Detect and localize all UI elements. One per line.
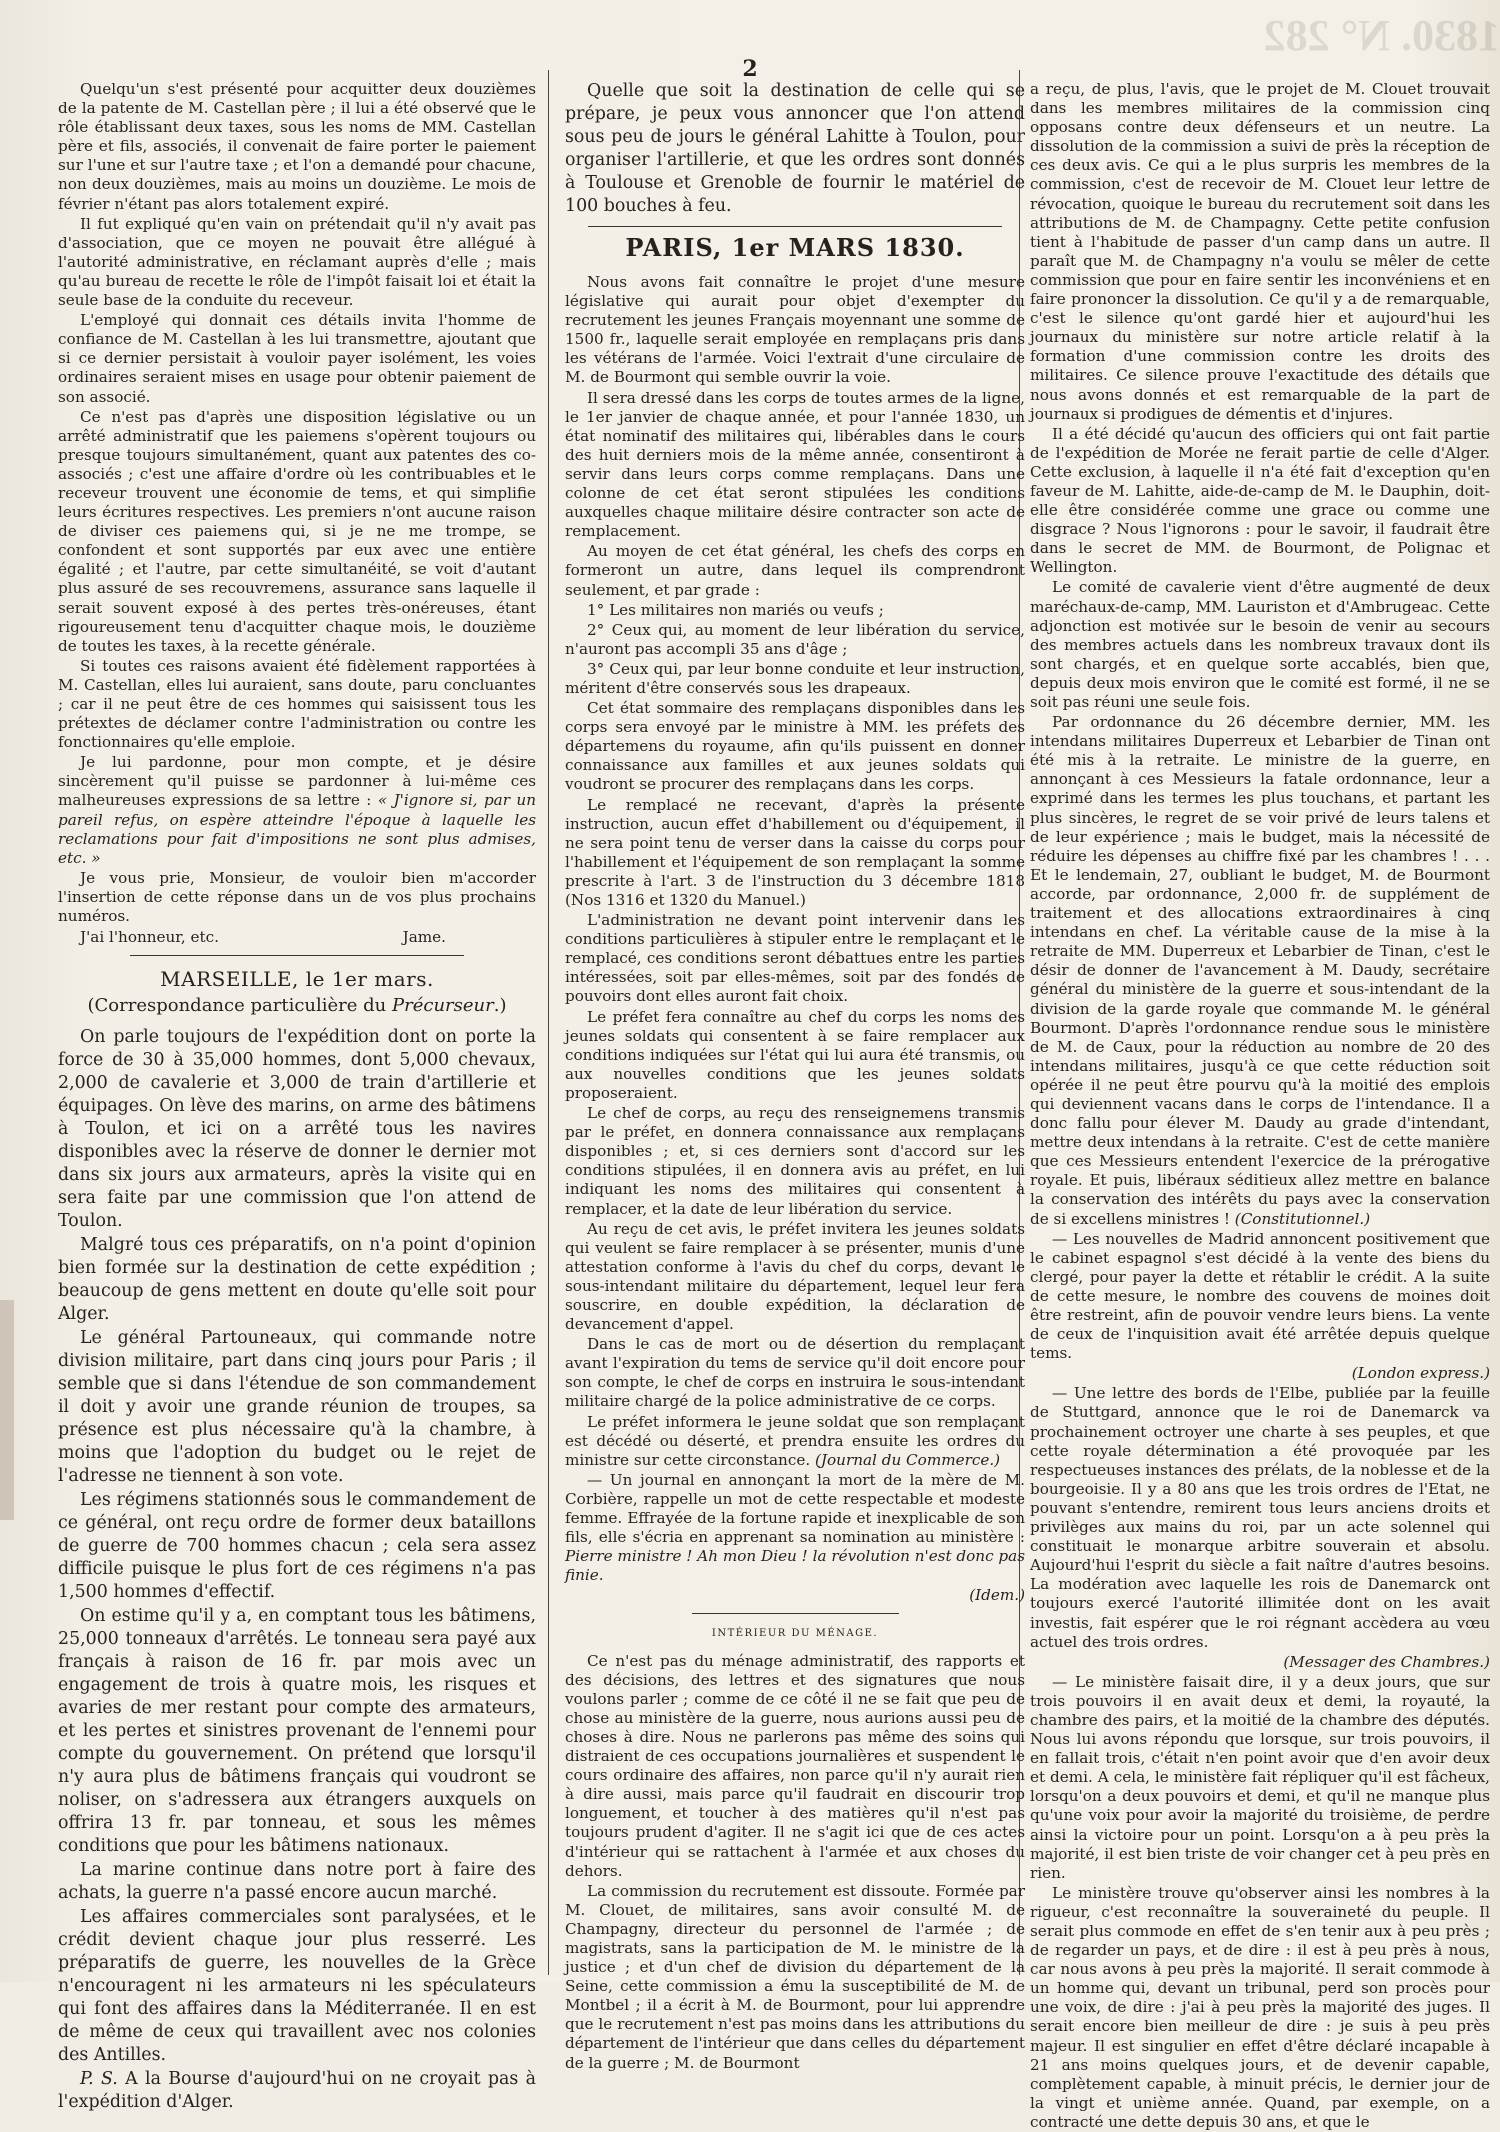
- paragraph: Au reçu de cet avis, le préfet invitera les jeunes soldats qui veulent se faire remplacer à se présenter, munis d'une attestation conforme à l'avis du chef du corps, devant le sous-intendant militaire du département, lequel leur fera souscrire, en double expédition, la déclaration de devancement d'appel.: [565, 1219, 1025, 1334]
- paragraph: — Les nouvelles de Madrid annoncent positivement que le cabinet espagnol s'est décidé à la vente des biens du clergé, pour payer la dette et rétablir le crédit. A la suite de cette mesure, le nombre des couvens de moines doit être restreint, afin de pouvoir vendre leurs biens. La vente de ceux de l'inquisition avait été arrêtée depuis quelque tems.: [1030, 1229, 1490, 1363]
- paragraph: Malgré tous ces préparatifs, on n'a point d'opinion bien formée sur la destination de cette expédition ; beaucoup de gens mettent en doute qu'elle soit pour Alger.: [58, 1235, 536, 1325]
- marseille-continued: [565, 80, 1025, 218]
- paragraph-text: — Un journal en annonçant la mort de la mère de M. Corbière, rappelle un mot de cette respectable et modeste femme. Effrayée de la fortune rapide et inexplicable de son fils, elle s'écria en apprenant sa nomination au ministère :: [565, 1470, 1025, 1547]
- journal-name: Précurseur: [392, 995, 494, 1017]
- list-item: 1° Les militaires non mariés ou veufs ;: [587, 600, 884, 619]
- column-rule-left: [548, 70, 549, 1975]
- list-item: 2° Ceux qui, au moment de leur libération du service, n'auront pas accompli 35 ans d'âge ;: [565, 620, 1025, 658]
- paragraph: Le chef de corps, au reçu des renseignemens transmis par le préfet, en donnera connaissance aux remplaçans disponibles ; et, si ces derniers sont d'accord sur les conditions stipulées, il en donnera avis au préfet, en lui indiquant les noms des militaires qui consentent à remplacer, et la date de leur libération du service.: [565, 1104, 1025, 1218]
- postscript: [58, 2068, 536, 2114]
- paragraph: L'administration ne devant point intervenir dans les conditions particulières à stipuler entre le remplaçant et le remplacé, ces conditions seront débattues entre les parties intéressées, soit par elles-mêmes, soit par des fondés de pouvoirs dont elles auront fait choix.: [565, 911, 1025, 1006]
- paragraph: Il sera dressé dans les corps de toutes armes de la ligne, le 1er janvier de chaque année, et pour l'année 1830, un état nominatif des militaires qui, libérables dans le cours des huit derniers mois de la même année, consentiront à servir dans leurs corps comme remplaçans. Dans une colonne de cet état seront stipulées les conditions auxquelles chaque militaire désire contracter son acte de remplacement.: [565, 388, 1025, 541]
- list-item: 3° Ceux qui, par leur bonne conduite et leur instruction, méritent d'être conservés sous les drapeaux.: [565, 659, 1025, 697]
- subheading-suffix: .): [493, 995, 507, 1017]
- paragraph: [1030, 713, 1490, 1229]
- closing-text: J'ai l'honneur, etc.: [80, 928, 219, 947]
- source-citation: (Journal du Commerce.): [815, 1450, 1001, 1469]
- source-citation: (Idem.): [969, 1586, 1025, 1605]
- paris-heading: PARIS, 1er MARS 1830.: [625, 233, 965, 262]
- source-citation: (Messager des Chambres.): [1283, 1652, 1490, 1671]
- paragraph-text: Je lui pardonne, pour mon compte, et je désire sincèrement qu'il puisse se pardonner à lui-même ces malheureuses expressions de sa lettre :: [58, 753, 536, 810]
- paragraph: Je vous prie, Monsieur, de vouloir bien m'accorder l'insertion de cette réponse dans un de vos plus prochains numéros.: [58, 868, 536, 926]
- ps-text: A la Bourse d'aujourd'hui on ne croyait pas à l'expédition d'Alger.: [58, 2069, 536, 2113]
- section-divider: [588, 226, 1002, 227]
- paragraph: Quelqu'un s'est présenté pour acquitter deux douzièmes de la patente de M. Castellan père ; il lui a été observé que le rôle établissant deux taxes, sous les noms de MM. Castellan père et fils, associés, il convenait de faire porter le paiement sur l'une et sur l'autre taxe ; et l'on a demandé pour chacune, non deux douzièmes, mais au moins un douzième. Le mois de février n'étant pas alors totalement expiré.: [58, 80, 536, 213]
- paragraph: Ce n'est pas d'après une disposition législative ou un arrêté administratif que les paiemens s'opèrent toujours ou presque toujours simultanément, quant aux patentes des co-associés ; c'est une affaire d'ordre où les contribuables et le receveur trouvent une économie de tems, et qui simplifie leurs écritures respectives. Les premiers n'ont aucune raison de diviser ces paiemens qui, si je ne me trompe, se confondent et sont supportés par eux avec une entière égalité ; et l'autre, par cette simultanéité, se voit d'autant plus assuré de ses recouvremens, assurance sans laquelle il serait souvent exposé à des pertes très-onéreuses, étant rigoureusement tenu d'acquitter chaque mois, le douzième de toutes les taxes, à la recette générale.: [58, 407, 536, 655]
- binding-shadow: [0, 1300, 14, 1520]
- letter-quote: « J'ignore si, par un pareil refus, on espère atteindre l'époque à laquelle les reclamations pour fait d'impositions ne sont plus admises, etc. »: [58, 791, 537, 867]
- bleed-through-masthead: 1830. N° 282: [1263, 11, 1500, 60]
- quotation: Pierre ministre ! Ah mon Dieu ! la révolution n'est donc pas finie.: [565, 1547, 1025, 1585]
- paragraph-text: Par ordonnance du 26 décembre dernier, MM. les intendans militaires Duperreux et Lebarbier de Tinan ont été mis à la retraite. Le ministre de la guerre, en annonçant à ces Messieurs la fatale ordonnance, leur a exprimé dans les termes les plus touchans, et partant les plus sincères, le regret de se voir privé de leurs talens et de leur expérience ; mais le budget, mais la nécessité de réduire les dépenses au chiffre fixé par les chambres ! . . . Et le lendemain, 27, oubliant le budget, M. de Bourmont accorde, par ordonnance, 2,000 fr. de supplément de traitement et des allocations extraordinaires à cinq intendans en chef. La véritable cause de la mise à la retraite de MM. Duperreux et Lebarbier de Tinan, c'est le désir de donner de l'avancement à M. Daudy, secrétaire général du ministère de la guerre et sous-intendant de la division de la garde royale que commande M. le général Bourmont. D'après l'ordonnance rendue sous le ministère de M. de Caux, pour la réduction au nombre de 20 des intendans militaires, jusqu'à ce que cette réduction soit opérée il ne peut être pourvu qu'à la moitié des emplois qui deviennent vacans dans le corps de l'intendance. Il a donc fallu pour élever M. Daudy au grade d'intendant, mettre deux intendans à la retraite. C'est de cette manière que ces Messieurs entendent l'exercice de la prérogative royale. Et puis, libéraux séditieux allez mettre en balance la conservation des intérêts du pays avec la conservation de si excellens ministres !: [1030, 713, 1490, 1228]
- paragraph: [565, 1471, 1025, 1586]
- rubric-heading: INTÉRIEUR DU MÉNAGE.: [711, 1628, 879, 1640]
- paragraph-text: Le préfet informera le jeune soldat que son remplaçant est décédé ou déserté, et prendra ensuite les ordres du ministre sur cette circonstance.: [565, 1412, 1025, 1469]
- marseille-correspondence: [58, 1026, 536, 2114]
- paragraph: La marine continue dans notre port à faire des achats, la guerre n'a passé encore aucun marché.: [58, 1860, 536, 1904]
- paragraph: — Une lettre des bords de l'Elbe, publiée par la feuille de Stuttgard, annonce que le roi de Danemarck va prochainement octroyer une charte à ses peuples, et que cette royale détermination a été provoquée par les respectueuses instances des prélats, de la noblesse et de la bourgeoisie. Il y a 80 ans que les trois ordres de l'Etat, ne pouvant s'entendre, remirent tous leurs anciens droits et privilèges aux mains du roi, par un acte solennel qui constituait le monarque arbitre souverain et absolu. Aujourd'hui l'esprit du siècle a fait naître d'autres besoins. La modération avec laquelle les rois de Danemarck ont toujours exercé l'autorité illimitée dont on les avait investis, fait espérer que le roi régnant accèdera au vœu actuel des trois ordres.: [1030, 1384, 1490, 1651]
- source-citation: (London express.): [1351, 1364, 1490, 1383]
- paragraph: Il a été décidé qu'aucun des officiers qui ont fait partie de l'expédition de Morée ne ferait partie de celle d'Alger. Cette exclusion, à laquelle il n'a été fait d'exception qu'en faveur de M. Lahitte, aide-de-camp de M. le Dauphin, doit-elle être considérée comme une grace ou comme une disgrace ? Nous l'ignorons : pour le savoir, il faudrait être dans le secret de MM. de Bourmont, de Polignac et Wellington.: [1030, 424, 1490, 577]
- paragraph: Le ministère trouve qu'observer ainsi les nombres à la rigueur, c'est reconnaître la souveraineté du peuple. Il serait plus commode en effet de s'en tenir aux à peu près ; de regarder un pays, et de dire : il est à peu près à nous, car nous avons à peu près la majorité. Il serait commode à un homme qui, devant un tribunal, perd son procès pour une voix, de dire : j'ai à peu près la majorité des juges. Il serait encore bien meilleur de dire : je suis à peu près majeur. Il est singulier en effet d'être déclaré incapable à 21 ans moins quelques jours, et de devenir capable, complètement capable, à minuit précis, le dernier jour de la vingt et unième année. Quand, par exemple, on a contracté une dette depuis 30 ans, et que le: [1030, 1883, 1490, 2131]
- paragraph: Il fut expliqué qu'en vain on prétendait qu'il n'y avait pas d'association, que ce moyen ne pouvait être allégué à l'autorité administrative, en réclamant auprès d'elle ; mais qu'au bureau de recette le rôle de l'impôt faisait loi et était la seule base de la conduite du receveur.: [58, 214, 536, 310]
- paragraph: Les affaires commerciales sont paralysées, et le crédit devient chaque jour plus resserré. Les préparatifs de guerre, les nouvelles de la Grèce n'encouragent ni les armateurs ni les spéculateurs qui font des affaires dans la Méditerranée. Il en est de même de ceux qui travaillent avec nos colonies des Antilles.: [58, 1907, 536, 2066]
- section-divider: [130, 955, 465, 956]
- paragraph: Dans le cas de mort ou de désertion du remplaçant avant l'expiration du tems de service qu'il doit encore pour son compte, le chef de corps en instruira le sous-intendant militaire chargé de la police administrative de ce corps.: [565, 1335, 1025, 1411]
- section-divider: [692, 1613, 899, 1614]
- paragraph: [58, 753, 536, 868]
- paragraph: On parle toujours de l'expédition dont on porte la force de 30 à 35,000 hommes, dont 5,000 chevaux, 2,000 de cavalerie et 3,000 de train d'artillerie et équipages. On lève des marins, on arme des bâtimens à Toulon, et ici on a arrêté tous les navires disponibles avec la réserve de donner le dernier mot dans six jours aux armateurs, après la visite qui en sera faite par une commission que l'on attend de Toulon.: [58, 1027, 536, 1232]
- ps-label: P. S.: [80, 2069, 118, 2090]
- column-left: [58, 80, 537, 2113]
- letter-closing: [58, 928, 536, 947]
- paragraph: Quelle que soit la destination de celle qui se prépare, je peux vous annoncer que l'on attend sous peu de jours le général Lahitte à Toulon, pour organiser l'artillerie, et que les ordres sont donnés à Toulouse et Grenoble de fournir le matériel de 100 bouches à feu.: [565, 81, 1025, 216]
- paragraph: Au moyen de cet état général, les chefs des corps en formeront un autre, dans lequel ils comprendront seulement, et par grade :: [565, 542, 1025, 599]
- paragraph: Cet état sommaire des remplaçans disponibles dans les corps sera envoyé par le ministre à MM. les préfets des départemens du royaume, afin qu'ils puissent en donner connaissance aux familles et aux jeunes soldats qui voudront se procurer des remplaçans dans les corps.: [565, 699, 1025, 794]
- subheading-prefix: (Correspondance particulière du: [87, 995, 387, 1017]
- paragraph: Le préfet fera connaître au chef du corps les noms des jeunes soldats qui consentent à se faire remplacer aux conditions indiquées sur l'état qui lui aura été transmis, ou aux nouvelles conditions que les jeunes soldats proposeraient.: [565, 1007, 1025, 1102]
- paragraph: [565, 1413, 1025, 1470]
- paragraph: Les régimens stationnés sous le commandement de ce général, ont reçu ordre de former deux bataillons de guerre de 700 hommes chacun ; cela sera assez difficile puisque le plus fort de ces régimens n'a pas 1,500 hommes d'effectif.: [58, 1490, 536, 1603]
- column-middle: [565, 80, 1025, 2072]
- paragraph: La commission du recrutement est dissoute. Formée par M. Clouet, de militaires, sans avoir consulté M. de Champagny, directeur du personnel de l'armée ; de magistrats, sans la participation de M. le ministre de la justice ; et d'un chef de division du département de la Seine, cette commission a ému la susceptibilité de M. de Montbel ; il a écrit à M. de Bourmont, pour lui apprendre que le recrutement n'est pas moins dans les attributions du département de l'intérieur que dans celles du département de la guerre ; M. de Bourmont: [565, 1881, 1025, 2072]
- paragraph: Nous avons fait connaître le projet d'une mesure législative qui aurait pour objet d'exempter du recrutement les jeunes Français moyennant une somme de 1500 fr., laquelle serait employée en remplaçans pris dans les vétérans de l'armée. Voici l'extrait d'une circulaire de M. de Bourmont qui semble ouvrir la voie.: [565, 273, 1025, 387]
- letter-signature: Jame.: [402, 928, 446, 947]
- paragraph: Si toutes ces raisons avaient été fidèlement rapportées à M. Castellan, elles lui auraient, sans doute, paru concluantes ; car il ne peut être de ces hommes qui saisissent tous les prétextes de déclamer contre l'administration ou contre les fonctionnaires qu'elle emploie.: [58, 656, 536, 752]
- paragraph: a reçu, de plus, l'avis, que le projet de M. Clouet trouvait dans les membres militaires de la commission cinq opposans contre deux défenseurs et un neutre. La dissolution de la commission a suivi de près la réception de ces deux avis. Ce qui a le plus surpris les membres de la commission, c'est de recevoir de M. Clouet leur lettre de révocation, quoique le bureau du recrutement soit dans les attributions de M. de Champagny. Cette petite confusion tient à l'habitude de passer d'un camp dans un autre. Il paraît que M. de Champagny n'a voulu se mêler de cette commission que pour en faire sentir les inconvéniens et en faire prononcer la dissolution. Ce qu'il y a de remarquable, c'est le silence qu'ont gardé hier et aujourd'hui les journaux du ministère sur notre article relatif à la formation d'une commission contre les droits des militaires. Ce silence prouve l'exactitude des détails que nous avons donnés et est remarquable de la part de journaux si prodigues de démentis et d'injures.: [1030, 80, 1490, 423]
- paragraph: Ce n'est pas du ménage administratif, des rapports et des décisions, des lettres et des signatures que nous voulons parler ; comme de ce côté il ne se fait que peu de chose au ministère de la guerre, nous aurions aussi peu de choses à dire. Nous ne parlerons pas même des soins qui distraient de ces occupations journalières et suspendent le cours ordinaire des affaires, non parce qu'il n'y aurait rien à dire aussi, mais parce qu'il faudrait en discourir trop longuement, et toucher à des matières qu'il n'est pas toujours prudent d'agiter. Il ne s'agit ici que de ces actes d'intérieur qui se rattachent à l'armée et aux choses du dehors.: [565, 1651, 1025, 1880]
- paragraph: On estime qu'il y a, en comptant tous les bâtimens, 25,000 tonneaux d'arrêtés. Le tonneau sera payé aux français à raison de 16 fr. par mois avec un engagement de trois à quatre mois, les risques et avaries de mer restant pour compte des armateurs, et les pertes et sinistres provenant de l'ennemi pour compte du gouvernement. On prétend que lorsqu'il n'y aura plus de bâtimens français qui voudront se noliser, on s'adressera aux étrangers auxquels on offrira 13 fr. par tonneau, et sous les mêmes conditions que pour les bâtimens nationaux.: [58, 1606, 536, 1857]
- page-number: 2: [742, 56, 758, 82]
- paragraph: Le général Partouneaux, qui commande notre division militaire, part dans cinq jours pour Paris ; il semble que si dans l'étendue de son commandement il doit y avoir une grande réunion de troupes, sa présence est plus nécessaire qu'à la chambre, à moins que l'adoption du budget ou le rejet de l'adresse ne tiennent à son vote.: [58, 1328, 536, 1487]
- paragraph: — Le ministère faisait dire, il y a deux jours, que sur trois pouvoirs il en avait deux et demi, la royauté, la chambre des pairs, et la moitié de la chambre des députés. Nous lui avons répondu que lorsque, sur trois pouvoirs, il en fallait trois, c'était n'en point avoir que d'en avoir deux et demi. A cela, le ministère fait répliquer qu'il est fâcheux, lorsqu'on a deux pouvoirs et demi, et qu'il ne manque plus qu'une voix pour avoir la majorité du troisième, de perdre ainsi la victoire pour un point. Lorsqu'on a à peu près la majorité, il est bien triste de voir changer cet à peu près en rien.: [1030, 1672, 1490, 1882]
- paragraph: Le comité de cavalerie vient d'être augmenté de deux maréchaux-de-camp, MM. Lauriston et d'Ambrugeac. Cette adjonction est motivée sur le besoin de venir au secours des membres actuels dans les nombreux travaux dont ils sont chargés, et en quelque sorte accablés, bien que, depuis deux mois environ que le comité est formé, il ne se soit pas réuni une seule fois.: [1030, 578, 1490, 711]
- marseille-subheading: [58, 994, 536, 1018]
- source-citation: (Constitutionnel.): [1234, 1209, 1371, 1228]
- column-right: [1030, 80, 1490, 2131]
- marseille-heading: MARSEILLE, le 1er mars.: [160, 967, 434, 992]
- paragraph: Le remplacé ne recevant, d'après la présente instruction, aucun effet d'habillement ou d'équipement, il ne sera point tenu de verser dans la caisse du corps pour l'habillement et l'équipement de son remplaçant la somme prescrite à l'art. 3 de l'instruction du 3 décembre 1818 (Nos 1316 et 1320 du Manuel.): [565, 795, 1025, 909]
- paragraph: L'employé qui donnait ces détails invita l'homme de confiance de M. Castellan à les lui transmettre, ajoutant que si ce dernier persistait à vouloir payer isolément, les voies ordinaires seraient mises en usage pour obtenir paiement de son associé.: [58, 311, 536, 406]
